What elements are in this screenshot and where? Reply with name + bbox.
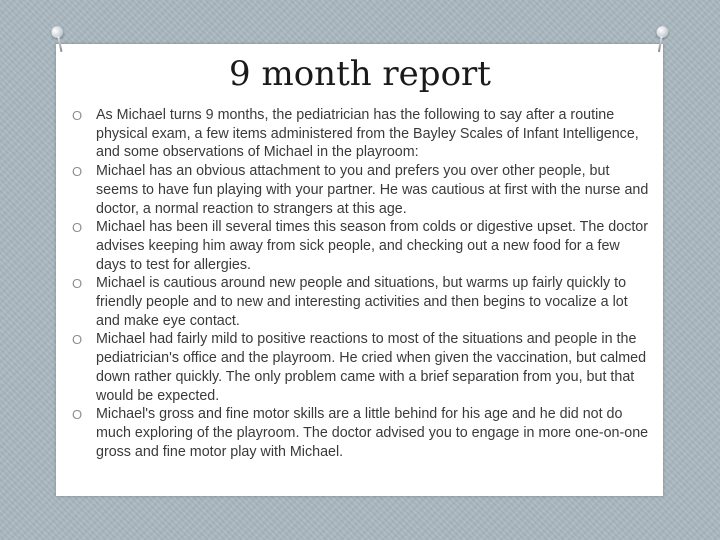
- bullet-item: [72, 162, 652, 218]
- bullet-marker-icon: O: [72, 220, 83, 236]
- bullet-marker-icon: O: [72, 407, 83, 423]
- slide-title: 9 month report: [229, 54, 491, 94]
- bullet-marker-icon: O: [72, 276, 83, 292]
- pushpin-icon: [650, 25, 673, 56]
- bullet-item: [72, 218, 652, 274]
- bullet-marker-icon: O: [72, 108, 83, 123]
- pushpin-icon: [47, 24, 70, 55]
- bullet-text: Michael is cautious around new people and situations, but warms up fairly quickly to friendly people and to new and interesting activities and then begins to vocalize a lot and make eye contact.: [96, 275, 628, 329]
- bullet-marker-icon: O: [72, 164, 83, 180]
- bullet-text: Michael's gross and fine motor skills are a little behind for his age and he did not do much exploring of the playroom. The doctor advised you to engage in more one-on-one gross and fine motor play with Michael.: [96, 406, 649, 460]
- bullet-item: [72, 106, 652, 162]
- bullet-item: [72, 330, 652, 405]
- bullet-marker-icon: O: [72, 332, 83, 348]
- bullet-item: [72, 405, 652, 461]
- bullet-text: As Michael turns 9 months, the pediatrician has the following to say after a routine physical exam, a few items administered from the Bayley Scales of Infant Intelligence, and some observations of Michael in the playroom:: [96, 107, 639, 161]
- bullet-text: Michael has an obvious attachment to you and prefers you over other people, but seems to have fun playing with your partner. He was cautious at first with the nurse and doctor, a normal reaction to strangers at this age.: [96, 163, 649, 217]
- bullet-item: [72, 274, 652, 330]
- bullet-list: [72, 106, 652, 461]
- bullet-text: Michael had fairly mild to positive reactions to most of the situations and people in the pediatrician's office and the playroom. He cried when given the vaccination, but calmed down rather quickly. The only problem came with a brief separation from you, but that would be expected.: [96, 331, 647, 404]
- bullet-text: Michael has been ill several times this season from colds or digestive upset. The doctor advises keeping him away from sick people, and checking out a new food for a few days to test for allergies.: [96, 219, 649, 273]
